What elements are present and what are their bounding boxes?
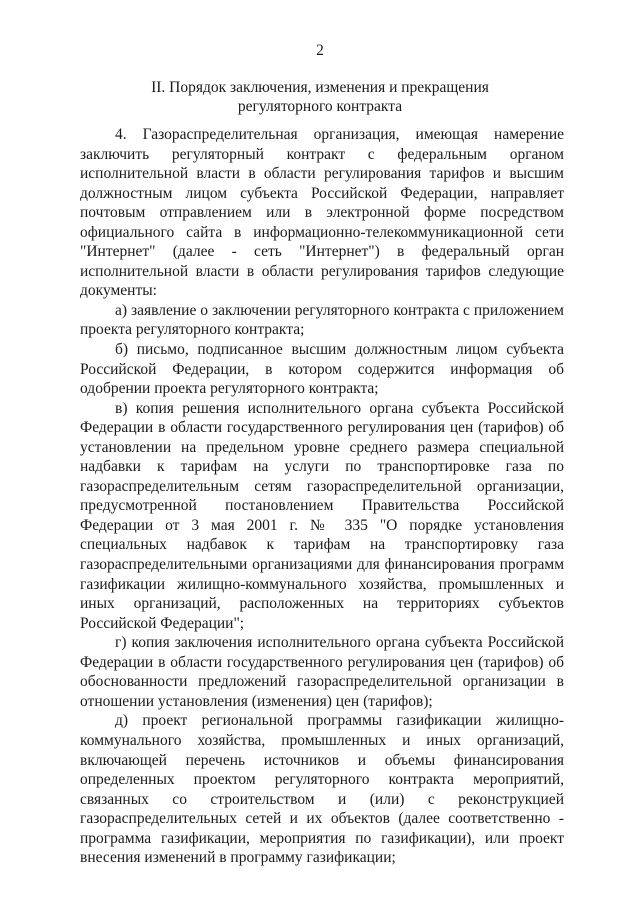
paragraph-subitem-g: г) копия заключения исполнительного органа субъекта Российской Федерации в области государственного регулирования цен (тарифов) об обоснованности предложений газораспределительной организации в отношении установления (изменения) цен (тарифов); <box>80 634 564 710</box>
document-body <box>80 125 564 868</box>
paragraph-subitem-v: в) копия решения исполнительного органа субъекта Российской Федерации в области государственного регулирования цен (тарифов) об установлении на предельном уровне среднего размера специальной надбавки к тарифам на услуги по транспортировке газа по газораспределительным сетям газораспределительной организации, предусмотренной постановлением Правительства Российской Федерации от 3 мая 2001 г. № 335 "О порядке установления специальных надбавок к тарифам на транспортировку газа газораспределительными организациями для финансирования программ газификации жилищно-коммунального хозяйства, промышленных и иных организаций, расположенных на территориях субъектов Российской Федерации"; <box>80 399 564 632</box>
paragraph-subitem-a: а) заявление о заключении регуляторного контракта с приложением проекта регуляторного контракта; <box>80 301 564 339</box>
paragraph-subitem-d: д) проект региональной программы газификации жилищно-коммунального хозяйства, промышленных и иных организаций, включающей перечень источников и объемы финансирования определенных проектом регуляторного контракта мероприятий, связанных со строительством и (или) с реконструкцией газораспределительных сетей и их объектов (далее соответственно - программа газификации, мероприятия по газификации), или проект внесения изменений в программу газификации; <box>80 712 564 867</box>
page-number: 2 <box>316 42 324 59</box>
section-heading-line-1: II. Порядок заключения, изменения и прекращения <box>151 79 489 96</box>
paragraph-item-4: 4. Газораспределительная организация, имеющая намерение заключить регуляторный контракт с федеральным органом исполнительной власти в области регулирования тарифов и высшим должностным лицом субъекта Российской Федерации, направляет почтовым отправлением или в электронной форме посредством официального сайта в информационно-телекоммуникационной сети "Интернет" (далее - сеть "Интернет") в федеральный орган исполнительной власти в области регулирования тарифов следующие документы: <box>80 126 564 300</box>
paragraph-subitem-b: б) письмо, подписанное высшим должностным лицом субъекта Российской Федерации, в котором содержится информация об одобрении проекта регуляторного контракта; <box>80 341 564 398</box>
section-heading-line-2: регуляторного контракта <box>237 98 403 115</box>
section-heading <box>80 78 560 116</box>
